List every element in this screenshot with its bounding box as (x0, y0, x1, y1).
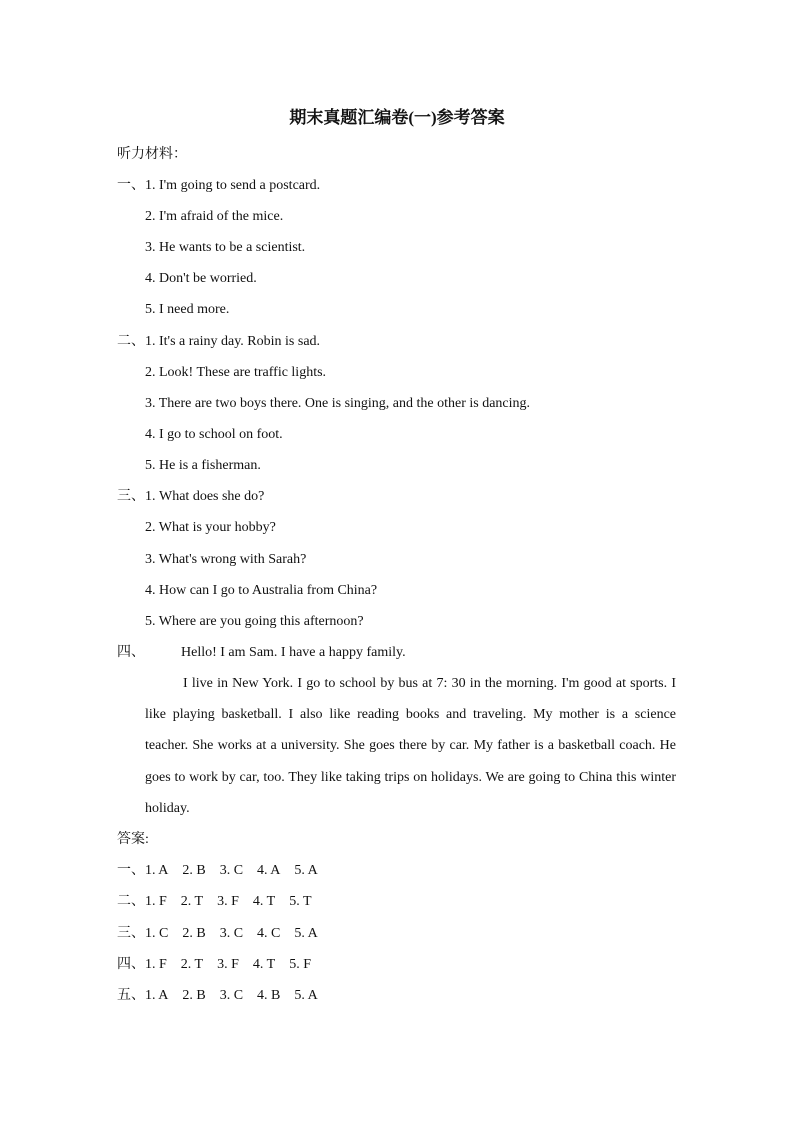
answer-4-1: 1. F (145, 957, 167, 972)
section1-line1 (117, 176, 320, 196)
answer-1-3: 3. C (219, 863, 244, 878)
section3-item4: 4. How can I go to Australia from China? (145, 583, 378, 598)
answer-1-2: 2. B (182, 863, 206, 878)
answer-row-4 (117, 955, 325, 975)
answer-2-4: 4. T (252, 894, 276, 909)
section1-item3: 3. He wants to be a scientist. (145, 240, 306, 255)
answer-3-5: 5. A (294, 926, 318, 941)
section1-item1: 1. I'm going to send a postcard. (145, 178, 321, 193)
section3-label: 三、 (117, 489, 145, 504)
section3-item2: 2. What is your hobby? (145, 520, 276, 535)
answer-4-5: 5. F (289, 957, 312, 972)
answer-row-5 (117, 986, 332, 1006)
section4-paragraph (145, 668, 676, 824)
section4-line1 (117, 643, 406, 663)
answer-2-2: 2. T (180, 894, 204, 909)
answer-5-1: 1. A (145, 988, 169, 1003)
answer-1-4: 4. A (257, 863, 281, 878)
section3-line1 (117, 487, 264, 507)
answer-4-4: 4. T (252, 957, 276, 972)
answer-2-5: 5. T (289, 894, 312, 909)
answer-row-1 (117, 861, 332, 881)
answer-5-4: 4. B (257, 988, 281, 1003)
answer-5-5: 5. A (294, 988, 318, 1003)
answer-row-3-label: 三、 (117, 926, 145, 941)
section2-item4: 4. I go to school on foot. (145, 427, 283, 442)
answer-3-1: 1. C (145, 926, 169, 941)
page-title: 期末真题汇编卷(一)参考答案 (289, 108, 505, 127)
answer-3-2: 2. B (182, 926, 206, 941)
section2-item2: 2. Look! These are traffic lights. (145, 365, 327, 380)
section4-label: 四、 (117, 645, 145, 660)
answer-1-5: 5. A (294, 863, 318, 878)
answer-2-3: 3. F (217, 894, 239, 909)
section3-item3: 3. What's wrong with Sarah? (145, 552, 307, 567)
answer-row-3 (117, 924, 332, 944)
section2-item1: 1. It's a rainy day. Robin is sad. (145, 334, 321, 349)
answer-2-1: 1. F (145, 894, 167, 909)
section1-label: 一、 (117, 178, 145, 193)
section2-line1 (117, 332, 320, 352)
answers-heading: 答案: (117, 832, 149, 847)
section4-paragraph-text: I live in New York. I go to school by bus at 7: 30 in the morning. I'm good at sports. I like playing basketball. I also like reading books and traveling. My mother is a science teacher. She works at a university. She goes there by car. My father is a basketball coach. He goes to work by car, too. They like taking trips on holidays. We are going to China this winter holiday. (145, 676, 676, 816)
answer-row-1-label: 一、 (117, 863, 145, 878)
answer-3-3: 3. C (219, 926, 244, 941)
answer-5-2: 2. B (182, 988, 206, 1003)
answer-4-3: 3. F (217, 957, 239, 972)
answer-row-5-label: 五、 (117, 988, 145, 1003)
section2-label: 二、 (117, 334, 145, 349)
answer-row-4-label: 四、 (117, 957, 145, 972)
answer-5-3: 3. C (219, 988, 244, 1003)
section1-item4: 4. Don't be worried. (145, 271, 257, 286)
answer-4-2: 2. T (180, 957, 204, 972)
answer-1-1: 1. A (145, 863, 169, 878)
answer-3-4: 4. C (257, 926, 281, 941)
answer-row-2 (117, 892, 326, 912)
section3-item5: 5. Where are you going this afternoon? (145, 614, 364, 629)
section2-item3: 3. There are two boys there. One is singing, and the other is dancing. (145, 396, 531, 411)
answer-row-2-label: 二、 (117, 894, 145, 909)
section4-first-line: Hello! I am Sam. I have a happy family. (181, 645, 406, 660)
section1-item5: 5. I need more. (145, 302, 230, 317)
listening-heading: 听力材料： (117, 147, 187, 162)
section1-item2: 2. I'm afraid of the mice. (145, 209, 284, 224)
section3-item1: 1. What does she do? (145, 489, 265, 504)
section2-item5: 5. He is a fisherman. (145, 458, 261, 473)
